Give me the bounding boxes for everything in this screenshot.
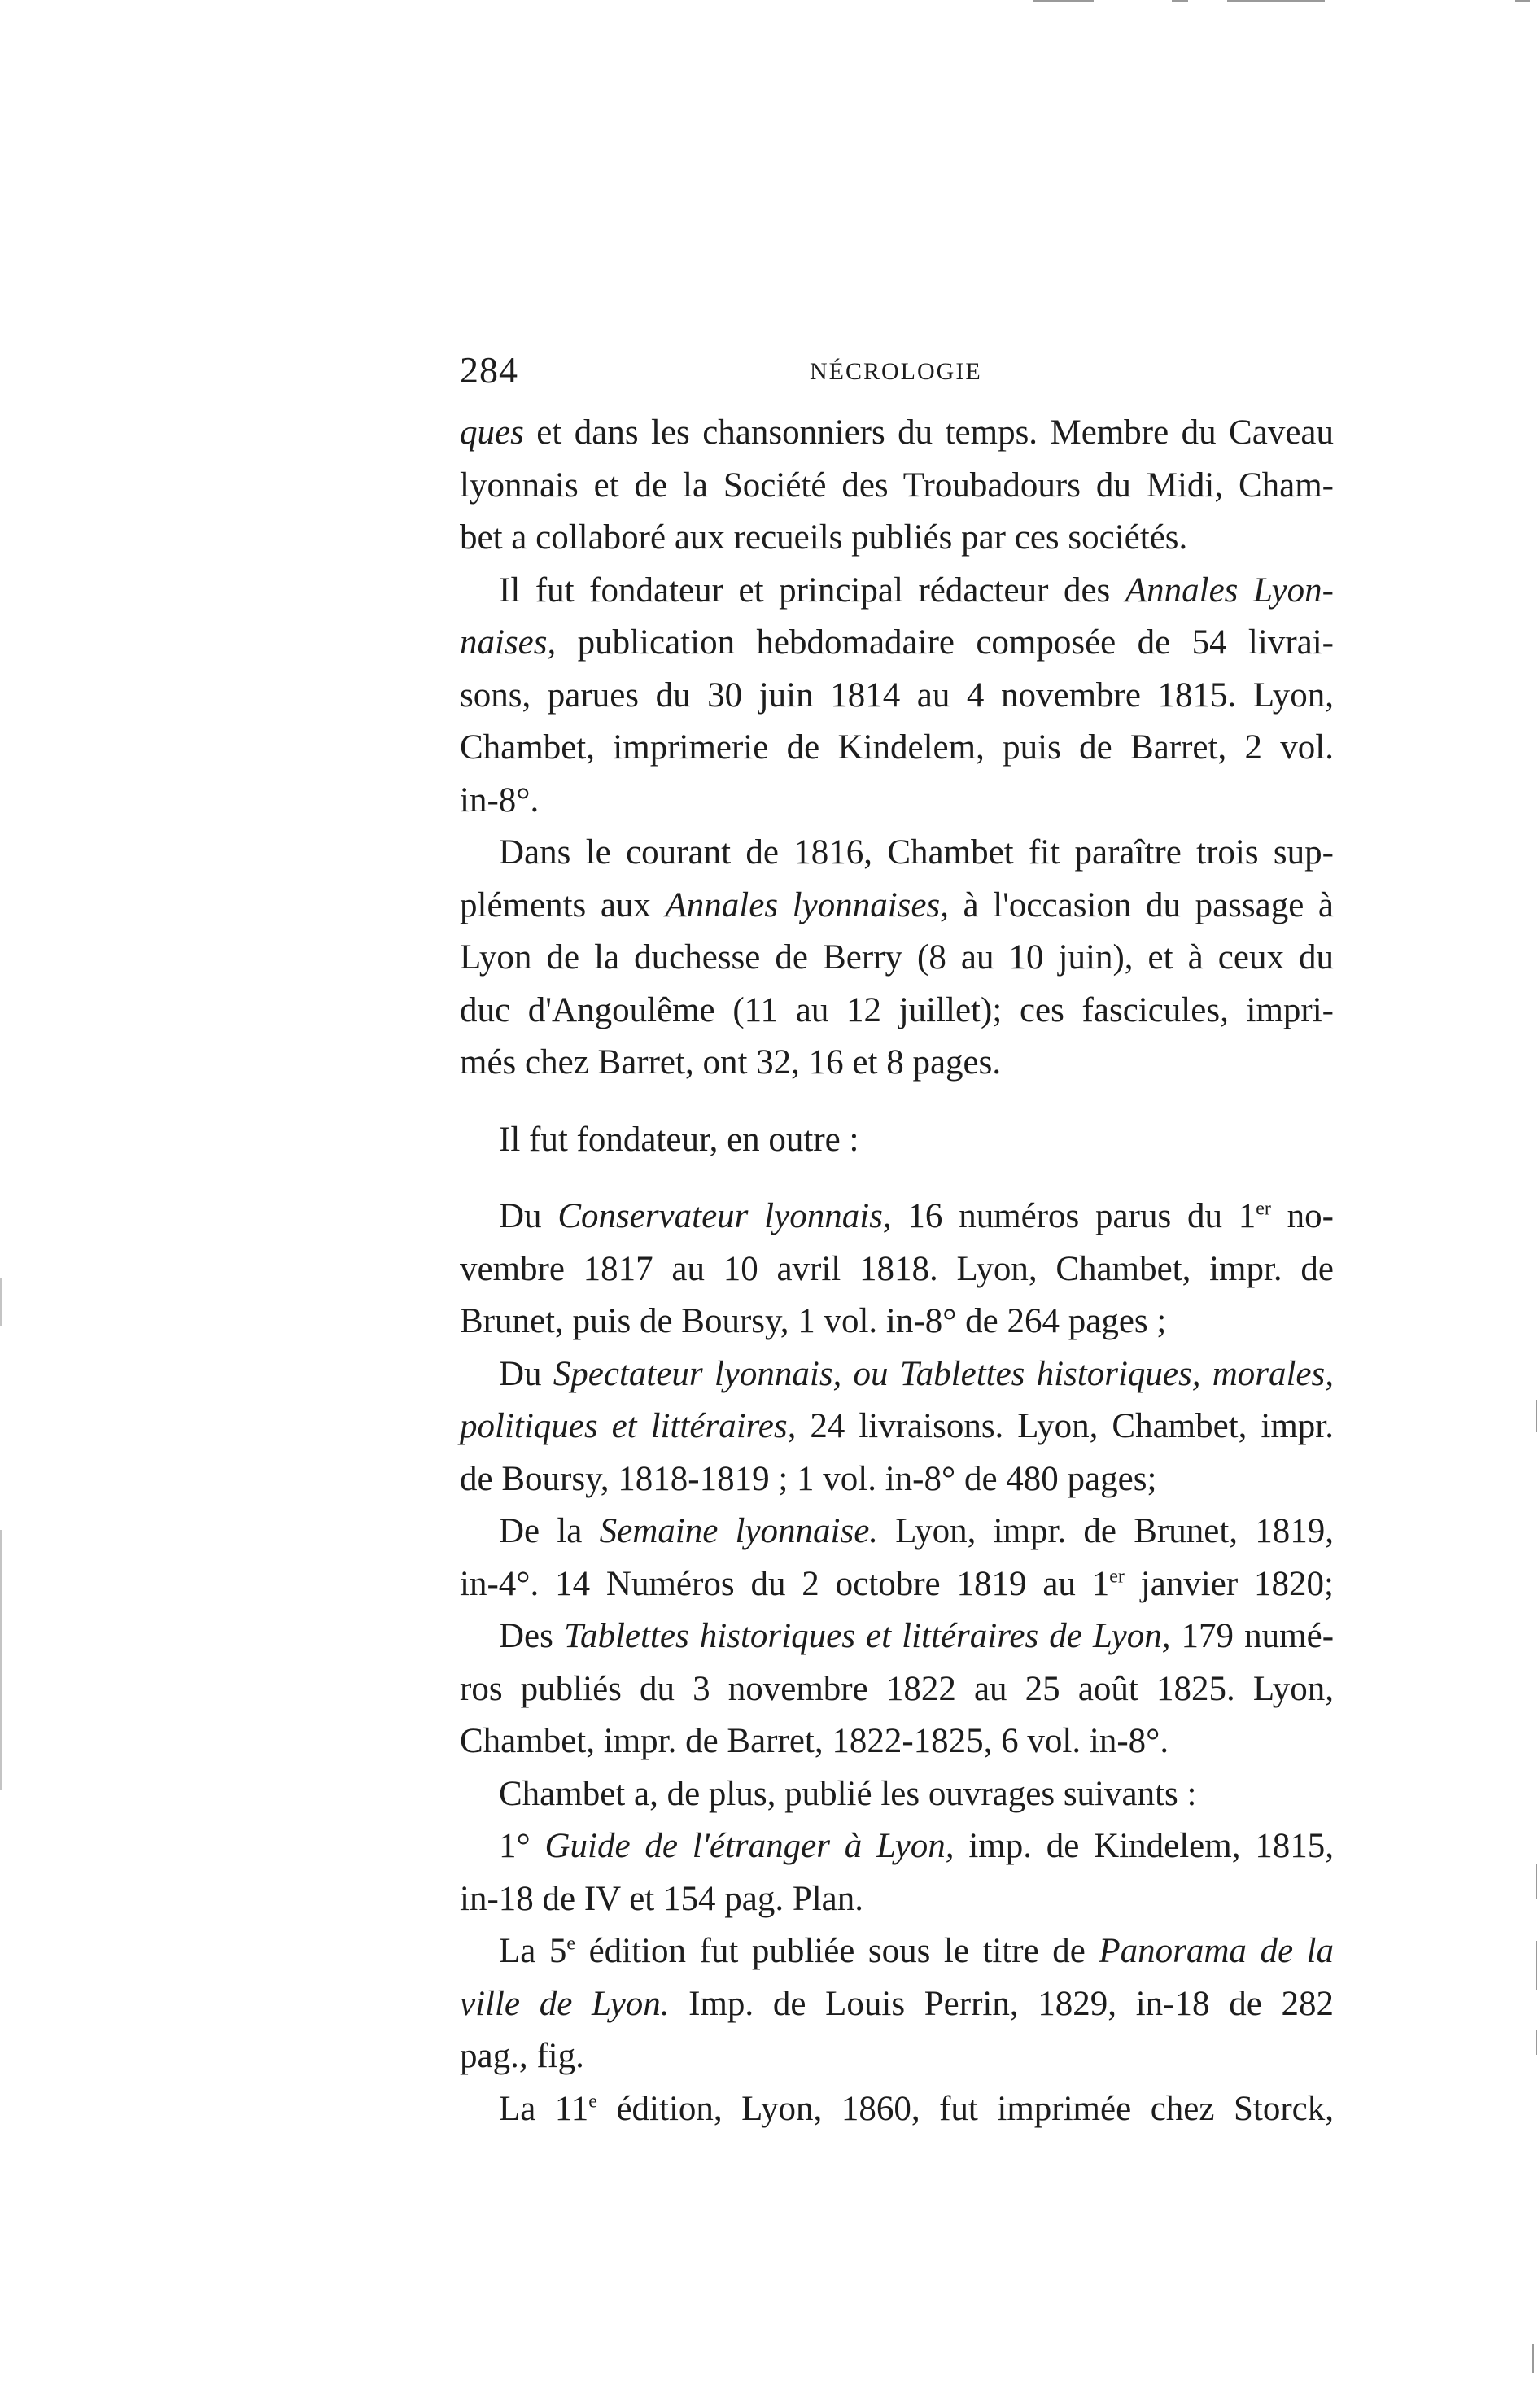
- text-line: Chambet, imprimerie de Kindelem, puis de Barret, 2 vol.: [460, 728, 1334, 767]
- text-line: pag., fig.: [460, 2037, 584, 2075]
- text-line: Chambet, impr. de Barret, 1822-1825, 6 vol. in-8°.: [460, 1722, 1169, 1760]
- text-line: de Boursy, 1818-1819 ; 1 vol. in-8° de 480 pages;: [460, 1459, 1157, 1498]
- text-line: sons, parues du 30 juin 1814 au 4 novembre 1815. Lyon,: [460, 675, 1334, 715]
- text-line: Des Tablettes historiques et littéraires de Lyon, 179 numé-: [499, 1617, 1335, 1655]
- text-line: De la Semaine lyonnaise. Lyon, impr. de Brunet, 1819,: [499, 1512, 1334, 1550]
- scan-border-mark: [1515, 0, 1530, 2]
- text-line: ros publiés du 3 novembre 1822 au 25 août 1825. Lyon,: [460, 1669, 1334, 1708]
- text-line: pléments aux Annales lyonnaises, à l'occasion du passage à: [460, 885, 1334, 924]
- text-line: naises, publication hebdomadaire composée de 54 livrai-: [460, 623, 1334, 662]
- page-header: [460, 348, 1334, 397]
- text-line: bet a collaboré aux recueils publiés par ces sociétés.: [460, 518, 1188, 557]
- text-line: Il fut fondateur, en outre :: [499, 1120, 859, 1159]
- scan-border-mark: [1536, 1400, 1537, 1432]
- text-line: Du Conservateur lyonnais, 16 numéros parus du 1er no-: [499, 1197, 1334, 1235]
- text-line: politiques et littéraires, 24 livraisons. Lyon, Chambet, impr.: [460, 1407, 1334, 1445]
- scan-border-mark: [0, 1278, 2, 1326]
- scan-border-mark: [0, 1530, 2, 1790]
- text-line: in-8°.: [460, 780, 540, 819]
- scan-border-mark: [1536, 1864, 1537, 1899]
- scan-border-mark: [1227, 0, 1325, 2]
- text-line: Brunet, puis de Boursy, 1 vol. in-8° de 264 pages ;: [460, 1302, 1167, 1340]
- text-line: més chez Barret, ont 32, 16 et 8 pages.: [460, 1043, 1002, 1082]
- text-line: ville de Lyon. Imp. de Louis Perrin, 1829, in-18 de 282: [460, 1984, 1334, 2023]
- scan-border-mark: [1172, 0, 1188, 2]
- text-line: La 5e édition fut publiée sous le titre de Panorama de la: [499, 1932, 1334, 1970]
- page-body: [460, 407, 1334, 2135]
- text-line: duc d'Angoulême (11 au 12 juillet); ces fascicules, impri-: [460, 990, 1334, 1029]
- text-line: vembre 1817 au 10 avril 1818. Lyon, Chambet, impr. de: [460, 1249, 1334, 1288]
- text-line: lyonnais et de la Société des Troubadours du Midi, Cham-: [460, 465, 1334, 505]
- text-line: 1° Guide de l'étranger à Lyon, imp. de Kindelem, 1815,: [499, 1827, 1335, 1865]
- text-line: ques et dans les chansonniers du temps. Membre du Caveau: [460, 413, 1334, 452]
- scan-border-mark: [1536, 2030, 1537, 2055]
- running-title: NÉCROLOGIE: [810, 358, 982, 385]
- text-line: La 11e édition, Lyon, 1860, fut imprimée chez Storck,: [499, 2089, 1334, 2128]
- text-line: Il fut fondateur et principal rédacteur des Annales Lyon-: [499, 570, 1334, 610]
- text-line: in-4°. 14 Numéros du 2 octobre 1819 au 1er janvier 1820;: [460, 1564, 1334, 1603]
- page-number: 284: [460, 349, 518, 391]
- text-line: Chambet a, de plus, publié les ouvrages suivants :: [499, 1774, 1197, 1813]
- text-line: Dans le courant de 1816, Chambet fit paraître trois sup-: [499, 833, 1334, 872]
- text-line: Du Spectateur lyonnais, ou Tablettes historiques, morales,: [499, 1354, 1334, 1393]
- scan-border-mark: [1536, 1941, 1537, 1990]
- scan-border-mark: [1532, 2344, 1534, 2373]
- scan-border-mark: [1033, 0, 1094, 2]
- text-line: Lyon de la duchesse de Berry (8 au 10 juin), et à ceux du: [460, 938, 1334, 977]
- text-line: in-18 de IV et 154 pag. Plan.: [460, 1879, 864, 1918]
